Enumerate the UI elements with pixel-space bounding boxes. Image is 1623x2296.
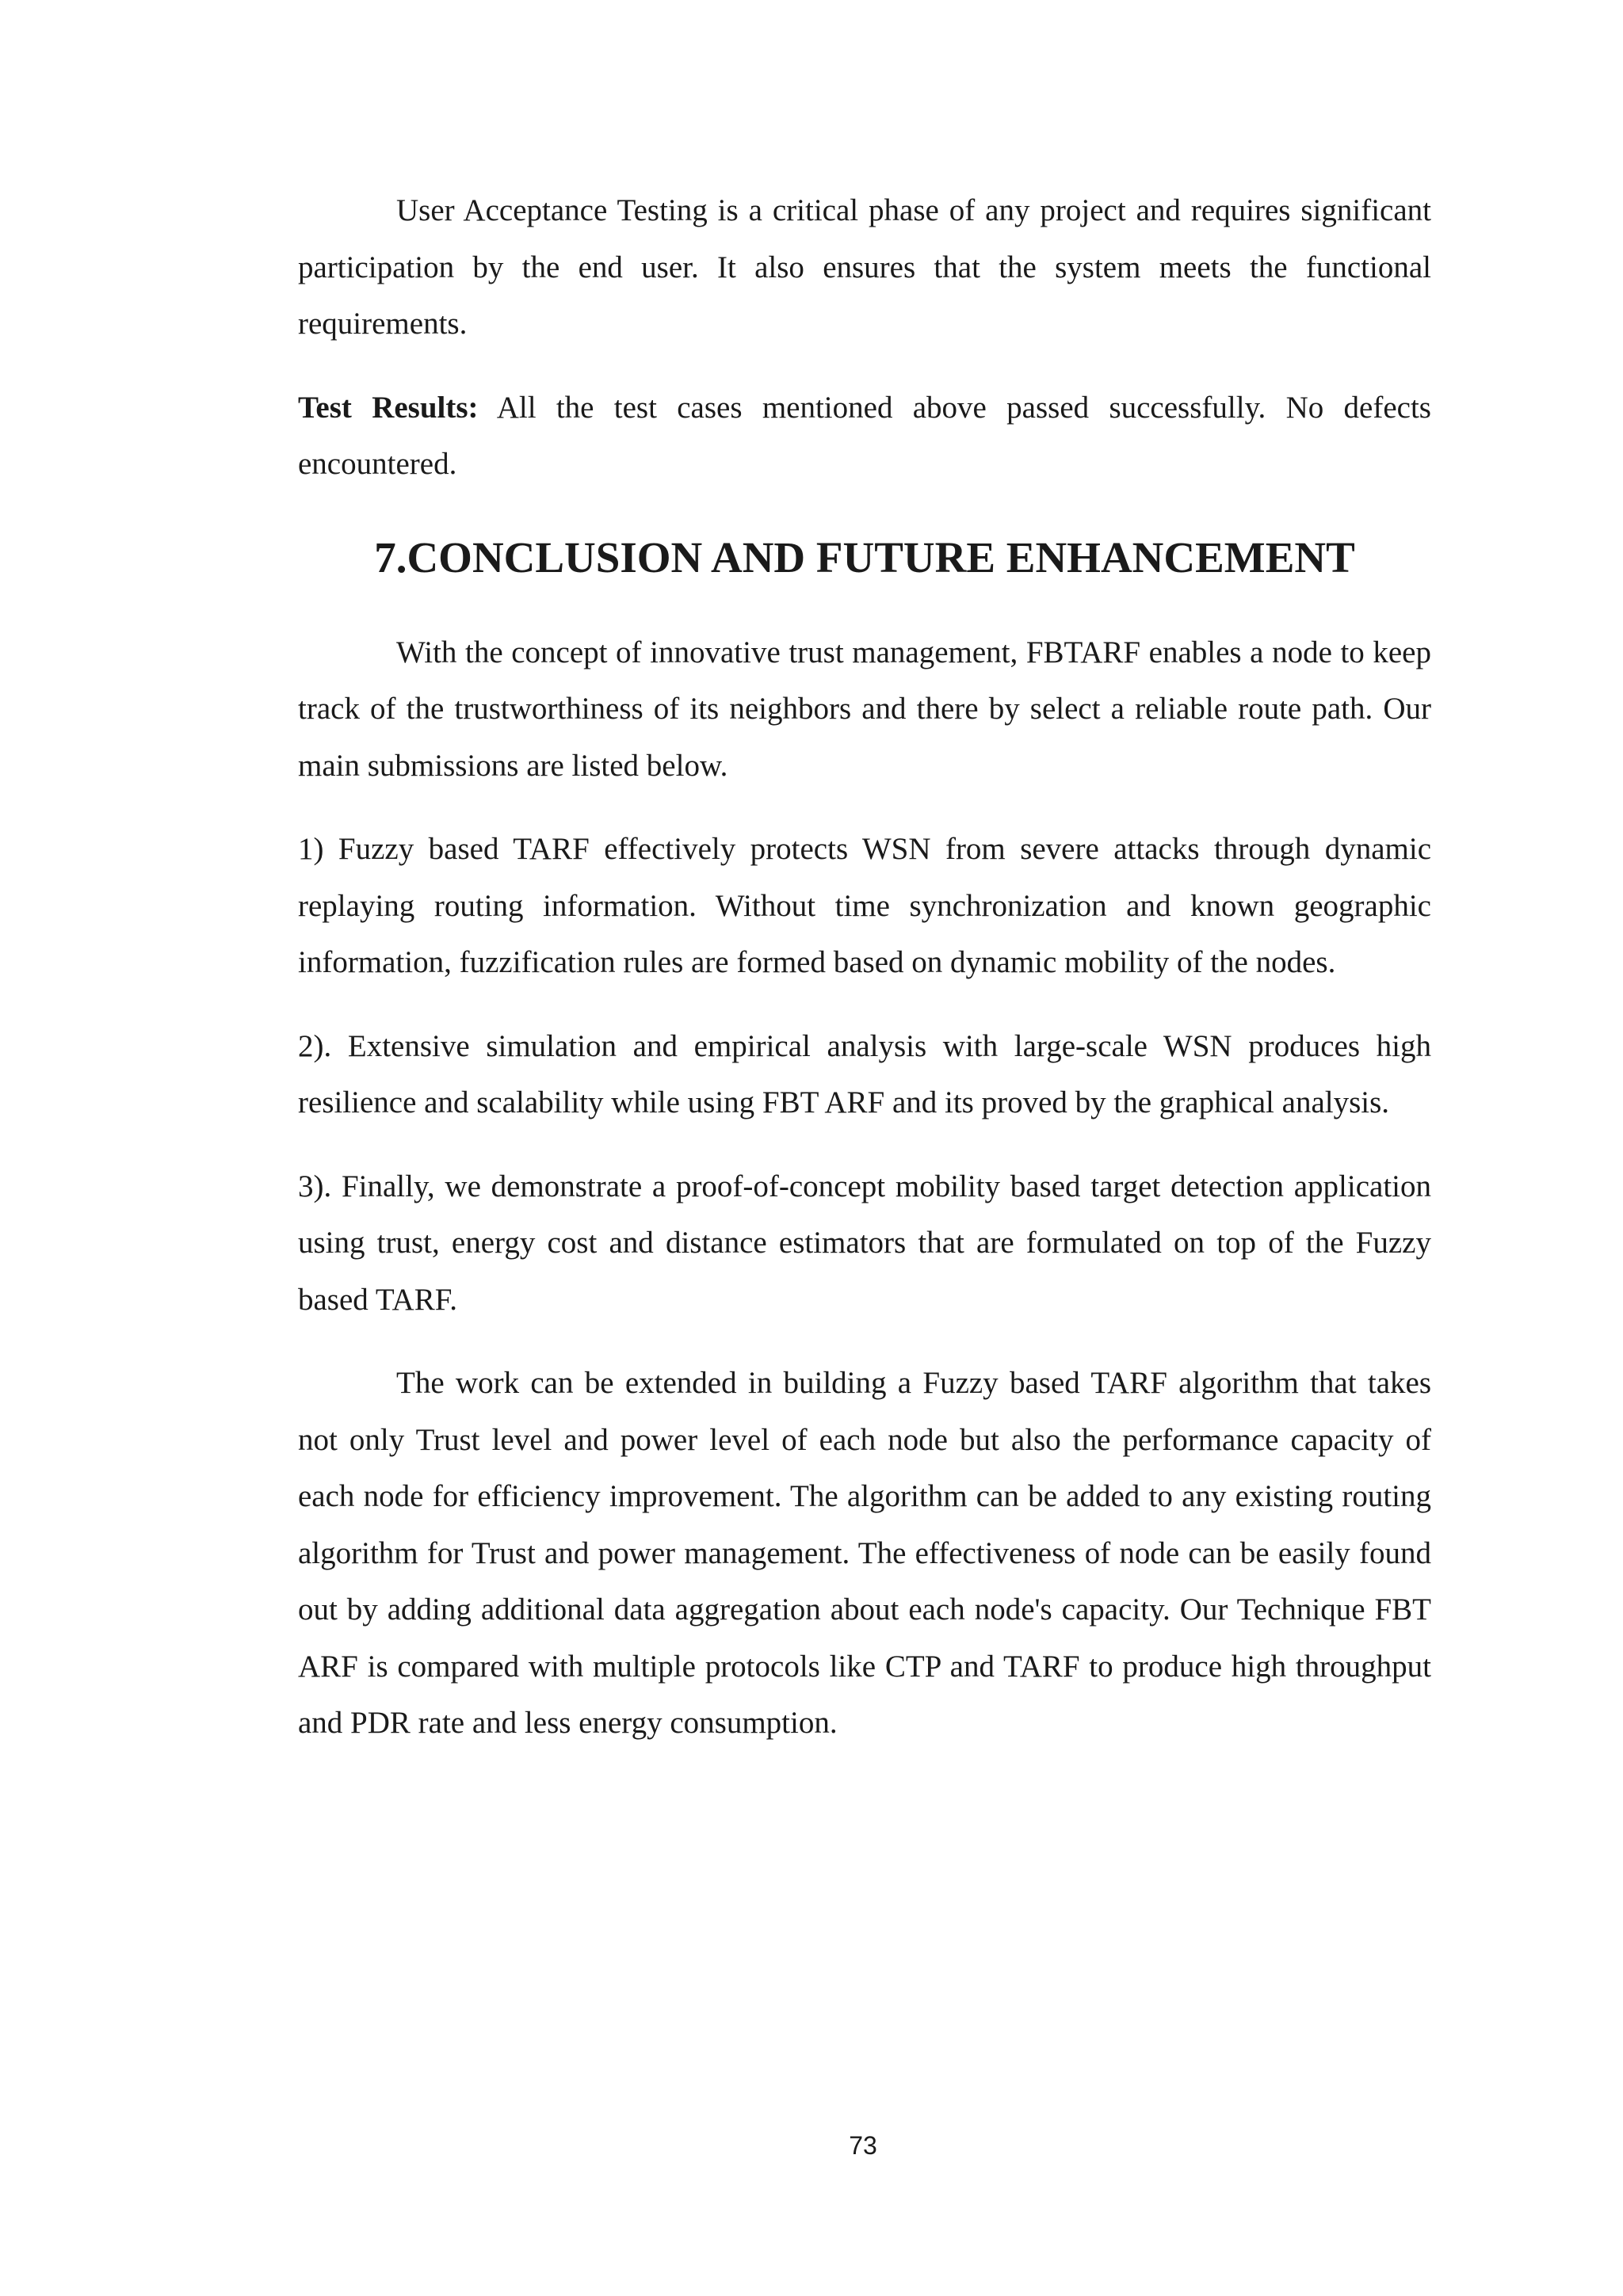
conclusion-intro-paragraph: With the concept of innovative trust management, FBTARF enables a node to keep track of the trustworthiness of its neighbors and there by select a reliable route path. Our main submissions are listed below. [298,635,1431,783]
list-item: 2). Extensive simulation and empirical analysis with large-scale WSN produces high resilience and scalability while using FBT ARF and its proved by the graphical analysis. [298,1028,1431,1119]
test-results-label: Test Results: [298,390,479,425]
test-results-text: All the test cases mentioned above passed successfully. No defects encountered. [298,390,1431,481]
future-enhancement-paragraph: The work can be extended in building a Fuzzy based TARF algorithm that takes not only Trust level and power level of each node but also the performance capacity of each node for efficiency improvement. The algorithm can be added to any existing routing algorithm for Trust and power management. The effectiveness of node can be easily found out by adding additional data aggregation about each node's capacity. Our Technique FBT ARF is compared with multiple protocols like CTP and TARF to produce high throughput and PDR rate and less energy consumption. [298,1366,1431,1740]
list-item: 1) Fuzzy based TARF effectively protects WSN from severe attacks through dynamic replaying routing information. Without time synchronization and known geographic information, fuzzification rules are formed based on dynamic mobility of the nodes. [298,832,1431,979]
list-item: 3). Finally, we demonstrate a proof-of-concept mobility based target detection application using trust, energy cost and distance estimators that are formulated on top of the Fuzzy based TARF. [298,1169,1431,1317]
page-number: 73 [849,2131,877,2160]
uat-paragraph: User Acceptance Testing is a critical phase of any project and requires significant participation by the end user. It also ensures that the system meets the functional requirements. [298,193,1431,341]
page-body [298,182,1431,1752]
test-results-paragraph [298,379,1431,493]
section-heading: 7.CONCLUSION AND FUTURE ENHANCEMENT [374,532,1355,582]
